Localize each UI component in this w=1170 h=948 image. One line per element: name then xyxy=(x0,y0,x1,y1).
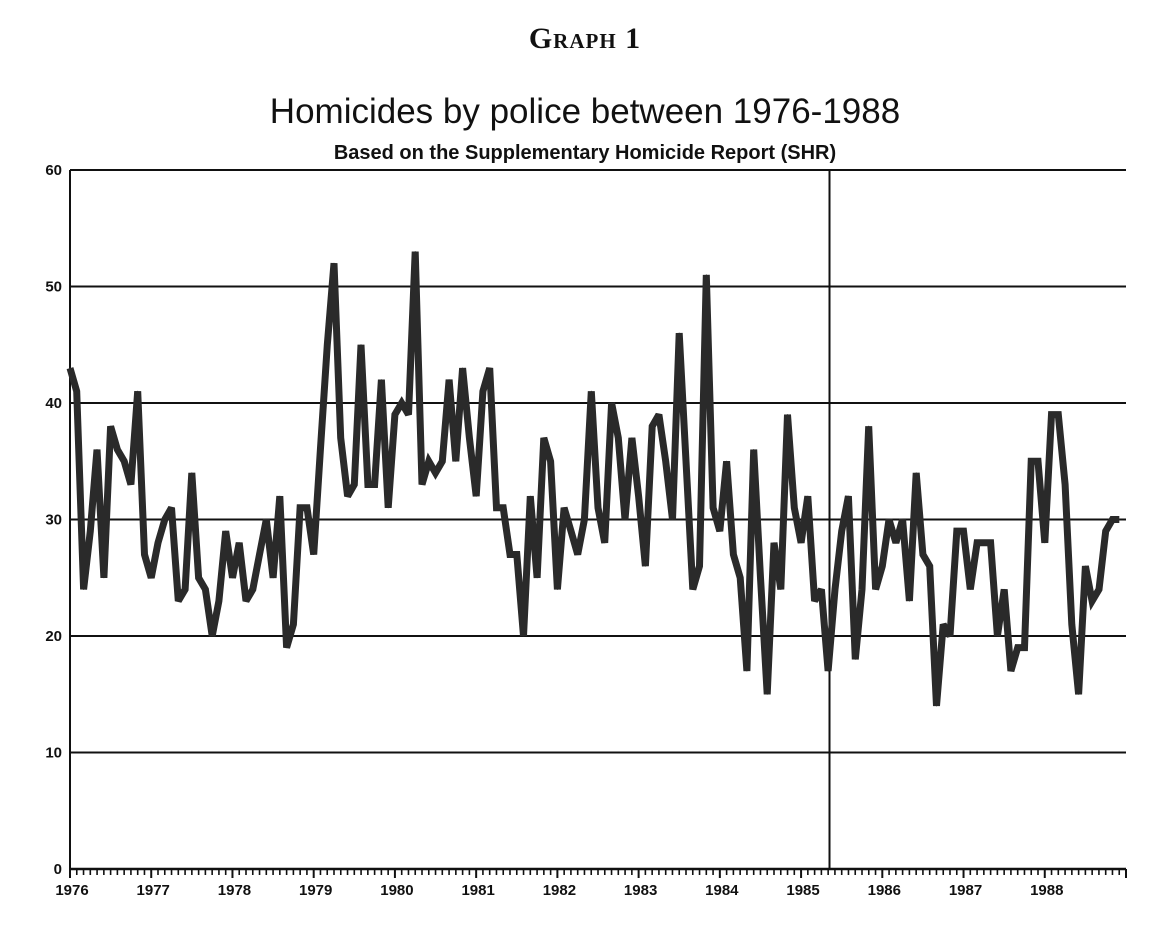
data-point xyxy=(218,601,219,602)
data-point xyxy=(564,507,565,508)
y-tick-label-10: 10 xyxy=(45,744,62,762)
x-tick-label-1980: 1980 xyxy=(380,882,414,899)
data-point xyxy=(780,589,781,590)
data-point xyxy=(631,437,632,438)
x-tick-label-1977: 1977 xyxy=(136,882,170,899)
data-point xyxy=(293,624,294,625)
data-point xyxy=(266,519,267,520)
y-tick-label-0: 0 xyxy=(53,861,62,878)
data-point xyxy=(571,531,572,532)
data-point xyxy=(625,519,626,520)
x-tick-label-1985: 1985 xyxy=(786,882,820,899)
graph-number-label: Graph 1 xyxy=(528,22,642,55)
data-point xyxy=(936,705,937,706)
data-point xyxy=(963,531,964,532)
data-point xyxy=(916,472,917,473)
data-point xyxy=(1071,624,1072,625)
data-point xyxy=(584,519,585,520)
x-tick-label-1988: 1988 xyxy=(1030,882,1064,899)
data-point xyxy=(794,507,795,508)
data-point xyxy=(130,484,131,485)
y-tick-label-20: 20 xyxy=(45,628,62,645)
data-point xyxy=(530,496,531,497)
data-point xyxy=(807,496,808,497)
data-point xyxy=(110,426,111,427)
data-point xyxy=(543,437,544,438)
data-point xyxy=(611,403,612,404)
data-point xyxy=(185,589,186,590)
data-point xyxy=(164,519,165,520)
data-point xyxy=(401,403,402,404)
data-point xyxy=(719,531,720,532)
data-point xyxy=(1105,531,1106,532)
data-point xyxy=(246,601,247,602)
data-point xyxy=(598,507,599,508)
chart-subtitle: Based on the Supplementary Homicide Report (SHR) xyxy=(333,142,837,164)
data-point xyxy=(550,461,551,462)
data-point xyxy=(76,391,77,392)
data-point xyxy=(354,484,355,485)
data-point xyxy=(340,437,341,438)
data-point xyxy=(388,507,389,508)
data-point xyxy=(70,368,71,369)
data-point xyxy=(117,449,118,450)
data-point xyxy=(1017,647,1018,648)
data-point xyxy=(841,531,842,532)
data-point xyxy=(902,519,903,520)
y-tick-label-50: 50 xyxy=(45,278,62,296)
data-point xyxy=(503,507,504,508)
data-point xyxy=(1004,589,1005,590)
data-point xyxy=(124,461,125,462)
data-point xyxy=(997,636,998,637)
data-point xyxy=(537,577,538,578)
data-point xyxy=(151,577,152,578)
data-point xyxy=(950,636,951,637)
data-point xyxy=(746,671,747,672)
data-point xyxy=(686,461,687,462)
data-point xyxy=(103,577,104,578)
data-point xyxy=(821,589,822,590)
data-point xyxy=(591,391,592,392)
data-point xyxy=(205,589,206,590)
data-point xyxy=(408,414,409,415)
data-point xyxy=(733,554,734,555)
data-point xyxy=(977,542,978,543)
x-tick-label-1986: 1986 xyxy=(867,882,901,899)
data-point xyxy=(212,636,213,637)
data-point xyxy=(442,461,443,462)
data-point xyxy=(990,542,991,543)
data-point xyxy=(455,461,456,462)
data-point xyxy=(557,589,558,590)
data-point xyxy=(97,449,98,450)
data-point xyxy=(889,519,890,520)
data-point xyxy=(801,542,802,543)
data-point xyxy=(327,344,328,345)
data-point xyxy=(469,437,470,438)
data-point xyxy=(895,542,896,543)
data-point xyxy=(970,589,971,590)
data-point xyxy=(868,426,869,427)
data-point xyxy=(740,577,741,578)
x-tick-label-1978: 1978 xyxy=(217,882,252,899)
data-point xyxy=(381,379,382,380)
data-point xyxy=(922,554,923,555)
data-point xyxy=(1085,566,1086,567)
data-point xyxy=(679,333,680,334)
data-point xyxy=(658,414,659,415)
x-tick-label-1983: 1983 xyxy=(623,882,658,899)
data-point xyxy=(462,368,463,369)
data-point xyxy=(367,484,368,485)
data-point xyxy=(273,577,274,578)
series-line-0 xyxy=(70,252,1119,706)
data-point xyxy=(313,554,314,555)
y-tick-label-40: 40 xyxy=(45,395,62,412)
x-tick-label-1981: 1981 xyxy=(461,882,495,899)
data-point xyxy=(198,577,199,578)
data-point xyxy=(855,659,856,660)
data-point xyxy=(638,496,639,497)
x-tick-label-1976: 1976 xyxy=(55,882,89,899)
data-point xyxy=(361,344,362,345)
data-point xyxy=(929,566,930,567)
data-point xyxy=(835,589,836,590)
data-point xyxy=(307,507,308,508)
data-point xyxy=(652,426,653,427)
data-point xyxy=(692,589,693,590)
data-point xyxy=(909,601,910,602)
data-point xyxy=(178,601,179,602)
data-point xyxy=(604,542,605,543)
data-point xyxy=(83,589,84,590)
data-point xyxy=(1065,484,1066,485)
chart-title: Homicides by police between 1976-1988 xyxy=(269,92,901,131)
series-lines xyxy=(70,251,1120,706)
data-point xyxy=(320,449,321,450)
data-point xyxy=(415,251,416,252)
data-point xyxy=(672,519,673,520)
data-point xyxy=(279,496,280,497)
data-point xyxy=(374,484,375,485)
data-point xyxy=(1092,601,1093,602)
data-point xyxy=(523,636,524,637)
data-point xyxy=(760,577,761,578)
data-point xyxy=(1024,647,1025,648)
data-point xyxy=(767,694,768,695)
data-point xyxy=(774,542,775,543)
data-point xyxy=(713,507,714,508)
data-point xyxy=(394,414,395,415)
data-point xyxy=(645,566,646,567)
data-point xyxy=(482,391,483,392)
data-point xyxy=(577,554,578,555)
data-point xyxy=(1058,414,1059,415)
data-point xyxy=(1051,414,1052,415)
x-tick-label-1979: 1979 xyxy=(299,882,333,899)
data-point xyxy=(516,554,517,555)
data-point xyxy=(753,449,754,450)
data-point xyxy=(435,472,436,473)
data-point xyxy=(943,624,944,625)
data-point xyxy=(1031,461,1032,462)
data-point xyxy=(191,472,192,473)
data-point xyxy=(726,461,727,462)
data-point xyxy=(144,554,145,555)
data-point xyxy=(90,531,91,532)
data-point xyxy=(956,531,957,532)
y-tick-label-30: 30 xyxy=(45,511,62,529)
data-point xyxy=(347,496,348,497)
data-point xyxy=(510,554,511,555)
data-point xyxy=(239,542,240,543)
data-point xyxy=(449,379,450,380)
data-point xyxy=(1044,542,1045,543)
data-point xyxy=(286,647,287,648)
x-tick-label-1982: 1982 xyxy=(542,882,577,899)
data-point xyxy=(882,566,883,567)
data-point xyxy=(252,589,253,590)
data-point xyxy=(334,263,335,264)
data-point xyxy=(814,601,815,602)
data-point xyxy=(1078,694,1079,695)
x-tick-label-1984: 1984 xyxy=(705,882,739,899)
data-point xyxy=(618,437,619,438)
data-point xyxy=(137,391,138,392)
y-tick-label-60: 60 xyxy=(45,162,62,179)
data-point xyxy=(1010,671,1011,672)
data-point xyxy=(665,461,666,462)
data-point xyxy=(225,531,226,532)
data-point xyxy=(476,496,477,497)
x-tick-label-1987: 1987 xyxy=(948,882,983,899)
data-point xyxy=(259,554,260,555)
data-point xyxy=(428,461,429,462)
data-point xyxy=(171,507,172,508)
data-point xyxy=(158,542,159,543)
data-point xyxy=(706,274,707,275)
data-point xyxy=(1099,589,1100,590)
data-point xyxy=(422,484,423,485)
data-point xyxy=(699,566,700,567)
data-point xyxy=(875,589,876,590)
data-point xyxy=(862,589,863,590)
data-point xyxy=(300,507,301,508)
data-point xyxy=(1119,519,1120,520)
data-point xyxy=(787,414,788,415)
data-point xyxy=(983,542,984,543)
data-point xyxy=(1038,461,1039,462)
data-point xyxy=(496,507,497,508)
data-point xyxy=(489,368,490,369)
data-point xyxy=(232,577,233,578)
data-point xyxy=(828,671,829,672)
data-point xyxy=(1112,519,1113,520)
data-point xyxy=(848,496,849,497)
